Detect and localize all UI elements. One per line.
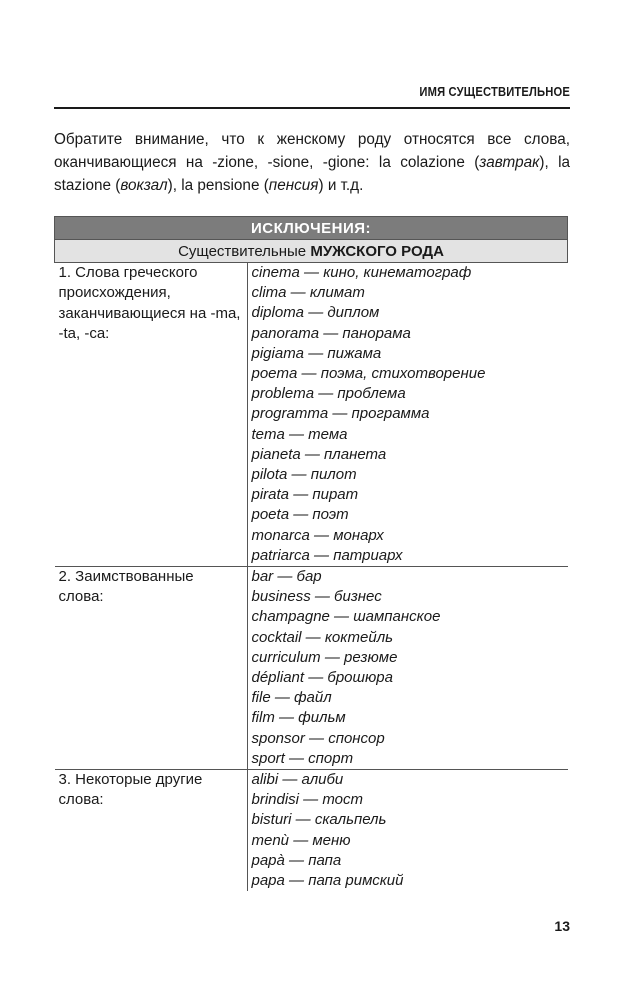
word-item: curriculum — резюме [251,648,398,666]
word-item: film — фильм [251,709,346,727]
intro-gloss-3: пенсия [268,177,319,194]
table-row [55,770,568,892]
category-cell: 3. Некоторые другие слова: [55,770,248,892]
table-title-row [55,217,568,240]
word-item: alibi — алиби [251,771,344,789]
word-item: champagne — шампанское [251,608,441,626]
intro-text-2: ), la stazione ( [54,154,570,194]
table-subtitle [55,240,568,263]
word-item: clima — климат [251,284,365,302]
word-item: cocktail — коктейль [251,628,394,646]
table-row [55,567,568,770]
word-item: file — файл [251,689,332,707]
word-item: diploma — диплом [251,304,380,322]
words-cell [247,263,568,567]
intro-paragraph [54,128,570,197]
word-item: pigiama — пижама [251,344,382,362]
word-item: patriarca — патриарх [251,546,403,564]
word-item: papa — папа римский [251,872,404,890]
category-cell: 1. Слова греческого происхождения, заканчивающиеся на -ma, -ta, -ca: [55,263,248,567]
word-item: bar — бар [251,568,322,586]
intro-gloss-1: завтрак [479,154,540,171]
word-item: poema — поэма, стихотворение [251,365,486,383]
intro-text-3: ), la pensione ( [167,177,269,194]
intro-text-4: ) и т.д. [318,177,364,194]
running-head: ИМЯ СУЩЕСТВИТЕЛЬНОЕ [419,84,570,99]
header-rule [54,107,570,109]
word-item: dépliant — брошюра [251,669,393,687]
word-item: panorama — панорама [251,324,411,342]
intro-text-1: Обратите внимание, что к женскому роду относятся все слова, оканчивающиеся на -zione, -sione, -gione: la colazione ( [54,131,570,171]
subtitle-prefix: Существительные [178,242,311,260]
word-item: pilota — пилот [251,466,357,484]
word-item: poeta — поэт [251,506,349,524]
word-item: menù — меню [251,831,351,849]
word-item: cinema — кино, кинематограф [251,264,472,281]
exceptions-table [54,216,568,891]
word-item: sponsor — спонсор [251,729,385,747]
intro-gloss-2: вокзал [120,177,168,194]
word-item: pirata — пират [251,486,359,504]
word-item: sport — спорт [251,749,354,767]
page-number: 13 [554,918,570,934]
word-item: business — бизнес [251,588,382,606]
table-title: ИСКЛЮЧЕНИЯ: [55,217,568,240]
word-item: tema — тема [251,425,348,443]
table-row [55,263,568,567]
word-item: bisturi — скальпель [251,811,387,829]
word-item: programma — программа [251,405,430,423]
words-cell [247,770,568,892]
words-cell [247,567,568,770]
word-item: papà — папа [251,851,342,869]
word-item: problema — проблема [251,385,406,403]
word-item: monarca — монарх [251,526,384,544]
category-cell: 2. Заимствованные слова: [55,567,248,770]
table-subtitle-row [55,240,568,263]
subtitle-bold: МУЖСКОГО РОДА [310,242,444,260]
word-item: brindisi — тост [251,791,364,809]
word-item: pianeta — планета [251,445,387,463]
